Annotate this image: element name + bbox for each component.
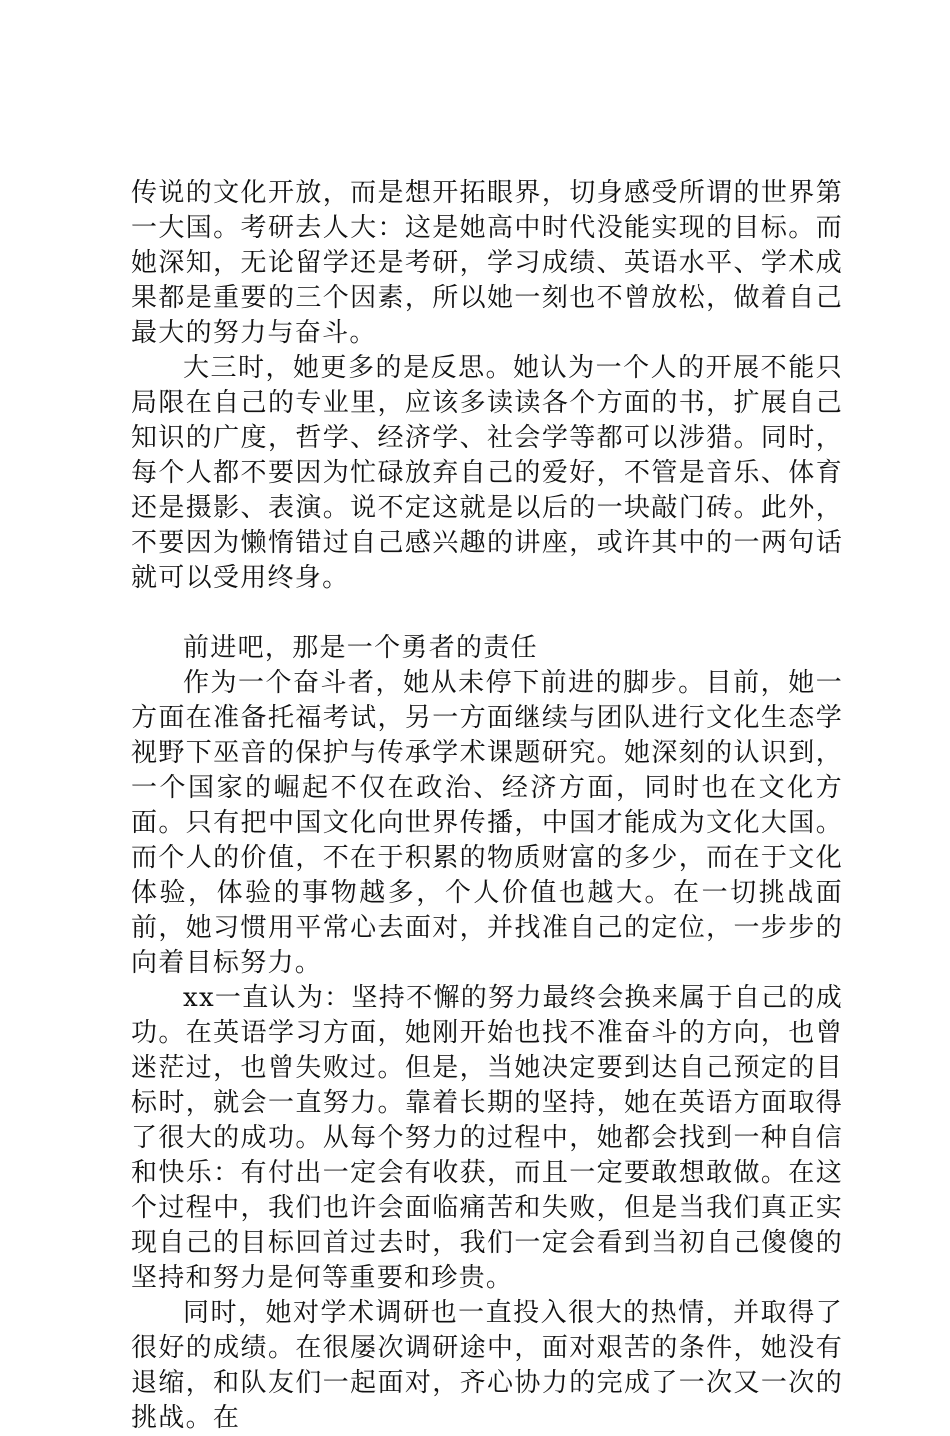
paragraph-reflection: 大三时，她更多的是反思。她认为一个人的开展不能只局限在自己的专业里，应该多读读各个方面的书，扩展自己知识的广度，哲学、经济学、社会学等都可以涉猎。同时，每个人都不要因为忙碌放弃自己的爱好，不管是音乐、体育还是摄影、表演。说不定这就是以后的一块敲门砖。此外，不要因为懒惰错过自己感兴趣的讲座，或许其中的一两句话就可以受用终身。 [131,353,843,593]
paragraph-continued: 传说的文化开放，而是想开拓眼界，切身感受所谓的世界第一大国。考研去人大：这是她高中时代没能实现的目标。而她深知，无论留学还是考研，学习成绩、英语水平、学术成果都是重要的三个因素，所以她一刻也不曾放松，做着自己最大的努力与奋斗。 [131,178,843,348]
blank-line [131,596,843,631]
paragraph-striver: 作为一个奋斗者，她从未停下前进的脚步。目前，她一方面在准备托福考试，另一方面继续与团队进行文化生态学视野下巫音的保护与传承学术课题研究。她深刻的认识到，一个国家的崛起不仅在政治、经济方面，同时也在文化方面。只有把中国文化向世界传播，中国才能成为文化大国。而个人的价值，不在于积累的物质财富的多少，而在于文化体验，体验的事物越多，个人价值也越大。在一切挑战面前，她习惯用平常心去面对，并找准自己的定位，一步步的向着目标努力。 [131,668,843,978]
body-text [131,176,843,1436]
paragraph-persistence: xx一直认为：坚持不懈的努力最终会换来属于自己的成功。在英语学习方面，她刚开始也找不准奋斗的方向，也曾迷茫过，也曾失败过。但是，当她决定要到达自己预定的目标时，就会一直努力。靠着长期的坚持，她在英语方面取得了很大的成功。从每个努力的过程中，她都会找到一种自信和快乐：有付出一定会有收获，而且一定要敢想敢做。在这个过程中，我们也许会面临痛苦和失败，但是当我们真正实现自己的目标回首过去时，我们一定会看到当初自己傻傻的坚持和努力是何等重要和珍贵。 [131,983,843,1293]
paragraph-research: 同时，她对学术调研也一直投入很大的热情，并取得了很好的成绩。在很屡次调研途中，面对艰苦的条件，她没有退缩，和队友们一起面对，齐心协力的完成了一次又一次的挑战。在 [131,1298,843,1433]
section-heading: 前进吧，那是一个勇者的责任 [183,633,538,663]
